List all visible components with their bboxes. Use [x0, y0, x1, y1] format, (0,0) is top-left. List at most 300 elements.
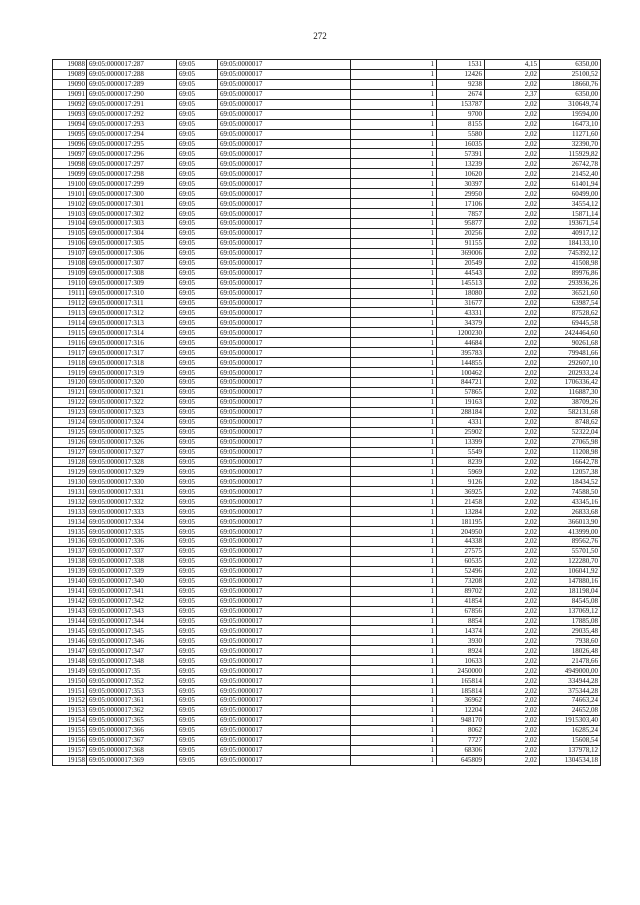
- rate-cell: 2,02: [485, 298, 540, 308]
- row-number-cell: 19136: [53, 537, 87, 547]
- quarter-cell: 69:05:0000017: [218, 69, 351, 79]
- rate-cell: 2,02: [485, 209, 540, 219]
- row-number-cell: 19157: [53, 745, 87, 755]
- rate-cell: 2,02: [485, 626, 540, 636]
- rate-cell: 2,02: [485, 368, 540, 378]
- table-row: [53, 745, 601, 755]
- rate-cell: 2,02: [485, 636, 540, 646]
- cadastral-number-cell: 69:05:0000017:292: [87, 109, 177, 119]
- rate-cell: 2,02: [485, 586, 540, 596]
- district-code-cell: 69:05: [177, 189, 218, 199]
- rate-cell: 2,37: [485, 89, 540, 99]
- table-row: [53, 517, 601, 527]
- rate-cell: 2,02: [485, 219, 540, 229]
- district-code-cell: 69:05: [177, 298, 218, 308]
- quarter-cell: 69:05:0000017: [218, 368, 351, 378]
- row-number-cell: 19133: [53, 507, 87, 517]
- cadastral-number-cell: 69:05:0000017:333: [87, 507, 177, 517]
- area-cell: 60535: [437, 556, 485, 566]
- table-row: [53, 288, 601, 298]
- count-cell: 1: [351, 407, 437, 417]
- quarter-cell: 69:05:0000017: [218, 268, 351, 278]
- row-number-cell: 19115: [53, 328, 87, 338]
- cadastral-number-cell: 69:05:0000017:366: [87, 725, 177, 735]
- quarter-cell: 69:05:0000017: [218, 725, 351, 735]
- cadastral-number-cell: 69:05:0000017:299: [87, 179, 177, 189]
- rate-cell: 2,02: [485, 308, 540, 318]
- table-body: [53, 60, 601, 766]
- quarter-cell: 69:05:0000017: [218, 646, 351, 656]
- row-number-cell: 19147: [53, 646, 87, 656]
- quarter-cell: 69:05:0000017: [218, 179, 351, 189]
- cadastral-number-cell: 69:05:0000017:329: [87, 467, 177, 477]
- table-row: [53, 666, 601, 676]
- cadastral-number-cell: 69:05:0000017:338: [87, 556, 177, 566]
- value-cell: 89562,76: [540, 537, 601, 547]
- row-number-cell: 19132: [53, 497, 87, 507]
- rate-cell: 2,02: [485, 338, 540, 348]
- quarter-cell: 69:05:0000017: [218, 437, 351, 447]
- quarter-cell: 69:05:0000017: [218, 527, 351, 537]
- cadastral-number-cell: 69:05:0000017:346: [87, 636, 177, 646]
- rate-cell: 2,02: [485, 457, 540, 467]
- area-cell: 153787: [437, 99, 485, 109]
- quarter-cell: 69:05:0000017: [218, 537, 351, 547]
- area-cell: 8155: [437, 119, 485, 129]
- area-cell: 89702: [437, 586, 485, 596]
- quarter-cell: 69:05:0000017: [218, 626, 351, 636]
- table-row: [53, 219, 601, 229]
- cadastral-number-cell: 69:05:0000017:295: [87, 139, 177, 149]
- area-cell: 1531: [437, 60, 485, 70]
- quarter-cell: 69:05:0000017: [218, 238, 351, 248]
- count-cell: 1: [351, 427, 437, 437]
- row-number-cell: 19088: [53, 60, 87, 70]
- quarter-cell: 69:05:0000017: [218, 636, 351, 646]
- rate-cell: 2,02: [485, 646, 540, 656]
- row-number-cell: 19127: [53, 447, 87, 457]
- table-row: [53, 387, 601, 397]
- rate-cell: 2,02: [485, 715, 540, 725]
- count-cell: 1: [351, 626, 437, 636]
- row-number-cell: 19096: [53, 139, 87, 149]
- area-cell: 20549: [437, 258, 485, 268]
- cadastral-number-cell: 69:05:0000017:353: [87, 686, 177, 696]
- district-code-cell: 69:05: [177, 268, 218, 278]
- row-number-cell: 19102: [53, 199, 87, 209]
- quarter-cell: 69:05:0000017: [218, 298, 351, 308]
- district-code-cell: 69:05: [177, 725, 218, 735]
- district-code-cell: 69:05: [177, 705, 218, 715]
- table-row: [53, 248, 601, 258]
- table-row: [53, 725, 601, 735]
- district-code-cell: 69:05: [177, 507, 218, 517]
- area-cell: 68306: [437, 745, 485, 755]
- row-number-cell: 19110: [53, 278, 87, 288]
- value-cell: 582131,68: [540, 407, 601, 417]
- district-code-cell: 69:05: [177, 517, 218, 527]
- cadastral-number-cell: 69:05:0000017:294: [87, 129, 177, 139]
- value-cell: 18026,48: [540, 646, 601, 656]
- quarter-cell: 69:05:0000017: [218, 745, 351, 755]
- cadastral-number-cell: 69:05:0000017:308: [87, 268, 177, 278]
- district-code-cell: 69:05: [177, 149, 218, 159]
- area-cell: 1200230: [437, 328, 485, 338]
- district-code-cell: 69:05: [177, 209, 218, 219]
- count-cell: 1: [351, 527, 437, 537]
- table-row: [53, 358, 601, 368]
- value-cell: 8748,62: [540, 417, 601, 427]
- cadastral-number-cell: 69:05:0000017:326: [87, 437, 177, 447]
- area-cell: 844721: [437, 378, 485, 388]
- cadastral-number-cell: 69:05:0000017:312: [87, 308, 177, 318]
- area-cell: 165814: [437, 676, 485, 686]
- row-number-cell: 19090: [53, 79, 87, 89]
- table-row: [53, 99, 601, 109]
- rate-cell: 2,02: [485, 755, 540, 765]
- rate-cell: 2,02: [485, 169, 540, 179]
- rate-cell: 2,02: [485, 696, 540, 706]
- value-cell: 15871,14: [540, 209, 601, 219]
- value-cell: 26833,68: [540, 507, 601, 517]
- value-cell: 202933,24: [540, 368, 601, 378]
- count-cell: 1: [351, 278, 437, 288]
- rate-cell: 2,02: [485, 407, 540, 417]
- cadastral-number-cell: 69:05:0000017:348: [87, 656, 177, 666]
- cadastral-number-cell: 69:05:0000017:361: [87, 696, 177, 706]
- count-cell: 1: [351, 676, 437, 686]
- district-code-cell: 69:05: [177, 219, 218, 229]
- value-cell: 24652,08: [540, 705, 601, 715]
- value-cell: 63987,54: [540, 298, 601, 308]
- district-code-cell: 69:05: [177, 656, 218, 666]
- cadastral-number-cell: 69:05:0000017:345: [87, 626, 177, 636]
- rate-cell: 2,02: [485, 387, 540, 397]
- value-cell: 1915303,40: [540, 715, 601, 725]
- table-row: [53, 338, 601, 348]
- district-code-cell: 69:05: [177, 109, 218, 119]
- area-cell: 16035: [437, 139, 485, 149]
- district-code-cell: 69:05: [177, 199, 218, 209]
- table-row: [53, 467, 601, 477]
- table-row: [53, 576, 601, 586]
- rate-cell: 2,02: [485, 378, 540, 388]
- district-code-cell: 69:05: [177, 447, 218, 457]
- cadastral-number-cell: 69:05:0000017:341: [87, 586, 177, 596]
- quarter-cell: 69:05:0000017: [218, 576, 351, 586]
- row-number-cell: 19123: [53, 407, 87, 417]
- row-number-cell: 19134: [53, 517, 87, 527]
- district-code-cell: 69:05: [177, 79, 218, 89]
- rate-cell: 2,02: [485, 437, 540, 447]
- table-row: [53, 209, 601, 219]
- area-cell: 67856: [437, 606, 485, 616]
- rate-cell: 2,02: [485, 656, 540, 666]
- value-cell: 69445,58: [540, 318, 601, 328]
- count-cell: 1: [351, 298, 437, 308]
- rate-cell: 2,02: [485, 417, 540, 427]
- count-cell: 1: [351, 258, 437, 268]
- table-row: [53, 189, 601, 199]
- cadastral-number-cell: 69:05:0000017:324: [87, 417, 177, 427]
- district-code-cell: 69:05: [177, 318, 218, 328]
- table-row: [53, 159, 601, 169]
- cadastral-number-cell: 69:05:0000017:335: [87, 527, 177, 537]
- table-row: [53, 556, 601, 566]
- count-cell: 1: [351, 745, 437, 755]
- area-cell: 17106: [437, 199, 485, 209]
- quarter-cell: 69:05:0000017: [218, 79, 351, 89]
- area-cell: 100462: [437, 368, 485, 378]
- rate-cell: 2,02: [485, 507, 540, 517]
- value-cell: 15608,54: [540, 735, 601, 745]
- count-cell: 1: [351, 99, 437, 109]
- district-code-cell: 69:05: [177, 457, 218, 467]
- table-row: [53, 537, 601, 547]
- row-number-cell: 19118: [53, 358, 87, 368]
- row-number-cell: 19107: [53, 248, 87, 258]
- value-cell: 181198,04: [540, 586, 601, 596]
- value-cell: 21452,40: [540, 169, 601, 179]
- area-cell: 8924: [437, 646, 485, 656]
- count-cell: 1: [351, 268, 437, 278]
- value-cell: 38709,26: [540, 397, 601, 407]
- quarter-cell: 69:05:0000017: [218, 477, 351, 487]
- rate-cell: 2,02: [485, 676, 540, 686]
- rate-cell: 2,02: [485, 447, 540, 457]
- rate-cell: 2,02: [485, 397, 540, 407]
- cadastral-number-cell: 69:05:0000017:307: [87, 258, 177, 268]
- value-cell: 745392,12: [540, 248, 601, 258]
- table-row: [53, 348, 601, 358]
- quarter-cell: 69:05:0000017: [218, 378, 351, 388]
- rate-cell: 2,02: [485, 686, 540, 696]
- district-code-cell: 69:05: [177, 487, 218, 497]
- row-number-cell: 19108: [53, 258, 87, 268]
- value-cell: 122280,70: [540, 556, 601, 566]
- table-row: [53, 318, 601, 328]
- row-number-cell: 19145: [53, 626, 87, 636]
- area-cell: 145513: [437, 278, 485, 288]
- table-row: [53, 447, 601, 457]
- quarter-cell: 69:05:0000017: [218, 497, 351, 507]
- quarter-cell: 69:05:0000017: [218, 686, 351, 696]
- value-cell: 36521,60: [540, 288, 601, 298]
- value-cell: 366013,90: [540, 517, 601, 527]
- table-row: [53, 676, 601, 686]
- row-number-cell: 19124: [53, 417, 87, 427]
- area-cell: 13284: [437, 507, 485, 517]
- area-cell: 31677: [437, 298, 485, 308]
- table-row: [53, 129, 601, 139]
- row-number-cell: 19152: [53, 696, 87, 706]
- table-row: [53, 278, 601, 288]
- count-cell: 1: [351, 546, 437, 556]
- district-code-cell: 69:05: [177, 308, 218, 318]
- area-cell: 10633: [437, 656, 485, 666]
- area-cell: 5969: [437, 467, 485, 477]
- quarter-cell: 69:05:0000017: [218, 596, 351, 606]
- row-number-cell: 19097: [53, 149, 87, 159]
- area-cell: 948170: [437, 715, 485, 725]
- quarter-cell: 69:05:0000017: [218, 606, 351, 616]
- count-cell: 1: [351, 89, 437, 99]
- value-cell: 43345,16: [540, 497, 601, 507]
- row-number-cell: 19120: [53, 378, 87, 388]
- table-row: [53, 596, 601, 606]
- district-code-cell: 69:05: [177, 696, 218, 706]
- row-number-cell: 19091: [53, 89, 87, 99]
- cadastral-number-cell: 69:05:0000017:330: [87, 477, 177, 487]
- district-code-cell: 69:05: [177, 99, 218, 109]
- rate-cell: 2,02: [485, 596, 540, 606]
- row-number-cell: 19158: [53, 755, 87, 765]
- cadastral-number-cell: 69:05:0000017:343: [87, 606, 177, 616]
- rate-cell: 2,02: [485, 238, 540, 248]
- rate-cell: 2,02: [485, 517, 540, 527]
- table-row: [53, 636, 601, 646]
- count-cell: 1: [351, 308, 437, 318]
- area-cell: 144855: [437, 358, 485, 368]
- cadastral-number-cell: 69:05:0000017:319: [87, 368, 177, 378]
- district-code-cell: 69:05: [177, 596, 218, 606]
- value-cell: 55701,50: [540, 546, 601, 556]
- value-cell: 11208,98: [540, 447, 601, 457]
- row-number-cell: 19095: [53, 129, 87, 139]
- table-row: [53, 427, 601, 437]
- district-code-cell: 69:05: [177, 89, 218, 99]
- value-cell: 334944,28: [540, 676, 601, 686]
- cadastral-number-cell: 69:05:0000017:287: [87, 60, 177, 70]
- value-cell: 137978,12: [540, 745, 601, 755]
- quarter-cell: 69:05:0000017: [218, 99, 351, 109]
- cadastral-number-cell: 69:05:0000017:334: [87, 517, 177, 527]
- area-cell: 288184: [437, 407, 485, 417]
- district-code-cell: 69:05: [177, 676, 218, 686]
- area-cell: 44338: [437, 537, 485, 547]
- quarter-cell: 69:05:0000017: [218, 417, 351, 427]
- table-row: [53, 397, 601, 407]
- rate-cell: 2,02: [485, 179, 540, 189]
- quarter-cell: 69:05:0000017: [218, 199, 351, 209]
- count-cell: 1: [351, 735, 437, 745]
- value-cell: 18434,52: [540, 477, 601, 487]
- rate-cell: 2,02: [485, 477, 540, 487]
- rate-cell: 2,02: [485, 189, 540, 199]
- cadastral-number-cell: 69:05:0000017:311: [87, 298, 177, 308]
- area-cell: 95877: [437, 219, 485, 229]
- cadastral-number-cell: 69:05:0000017:297: [87, 159, 177, 169]
- row-number-cell: 19112: [53, 298, 87, 308]
- area-cell: 8854: [437, 616, 485, 626]
- cadastral-number-cell: 69:05:0000017:306: [87, 248, 177, 258]
- cadastral-number-cell: 69:05:0000017:316: [87, 338, 177, 348]
- rate-cell: 2,02: [485, 566, 540, 576]
- quarter-cell: 69:05:0000017: [218, 89, 351, 99]
- quarter-cell: 69:05:0000017: [218, 566, 351, 576]
- rate-cell: 2,02: [485, 546, 540, 556]
- table-row: [53, 626, 601, 636]
- count-cell: 1: [351, 238, 437, 248]
- row-number-cell: 19143: [53, 606, 87, 616]
- district-code-cell: 69:05: [177, 228, 218, 238]
- table-row: [53, 268, 601, 278]
- row-number-cell: 19141: [53, 586, 87, 596]
- quarter-cell: 69:05:0000017: [218, 676, 351, 686]
- quarter-cell: 69:05:0000017: [218, 447, 351, 457]
- rate-cell: 2,02: [485, 79, 540, 89]
- rate-cell: 2,02: [485, 149, 540, 159]
- value-cell: 115929,82: [540, 149, 601, 159]
- cadastral-number-cell: 69:05:0000017:296: [87, 149, 177, 159]
- district-code-cell: 69:05: [177, 179, 218, 189]
- cadastral-number-cell: 69:05:0000017:300: [87, 189, 177, 199]
- value-cell: 292607,10: [540, 358, 601, 368]
- row-number-cell: 19089: [53, 69, 87, 79]
- rate-cell: 4,15: [485, 60, 540, 70]
- district-code-cell: 69:05: [177, 169, 218, 179]
- value-cell: 310649,74: [540, 99, 601, 109]
- count-cell: 1: [351, 477, 437, 487]
- quarter-cell: 69:05:0000017: [218, 338, 351, 348]
- cadastral-number-cell: 69:05:0000017:35: [87, 666, 177, 676]
- quarter-cell: 69:05:0000017: [218, 60, 351, 70]
- district-code-cell: 69:05: [177, 248, 218, 258]
- rate-cell: 2,02: [485, 328, 540, 338]
- page-number: 272: [313, 31, 327, 41]
- cadastral-number-cell: 69:05:0000017:293: [87, 119, 177, 129]
- count-cell: 1: [351, 199, 437, 209]
- rate-cell: 2,02: [485, 358, 540, 368]
- count-cell: 1: [351, 725, 437, 735]
- cadastral-number-cell: 69:05:0000017:289: [87, 79, 177, 89]
- value-cell: 184133,10: [540, 238, 601, 248]
- table-row: [53, 705, 601, 715]
- area-cell: 36925: [437, 487, 485, 497]
- count-cell: 1: [351, 467, 437, 477]
- table-row: [53, 566, 601, 576]
- area-cell: 10620: [437, 169, 485, 179]
- district-code-cell: 69:05: [177, 546, 218, 556]
- row-number-cell: 19101: [53, 189, 87, 199]
- value-cell: 18660,76: [540, 79, 601, 89]
- count-cell: 1: [351, 566, 437, 576]
- row-number-cell: 19128: [53, 457, 87, 467]
- table-row: [53, 606, 601, 616]
- district-code-cell: 69:05: [177, 278, 218, 288]
- rate-cell: 2,02: [485, 556, 540, 566]
- count-cell: 1: [351, 189, 437, 199]
- table-row: [53, 89, 601, 99]
- district-code-cell: 69:05: [177, 686, 218, 696]
- rate-cell: 2,02: [485, 735, 540, 745]
- value-cell: 6350,00: [540, 89, 601, 99]
- rate-cell: 2,02: [485, 159, 540, 169]
- value-cell: 16642,78: [540, 457, 601, 467]
- quarter-cell: 69:05:0000017: [218, 546, 351, 556]
- table-row: [53, 417, 601, 427]
- area-cell: 25902: [437, 427, 485, 437]
- table-row: [53, 755, 601, 765]
- count-cell: 1: [351, 219, 437, 229]
- row-number-cell: 19129: [53, 467, 87, 477]
- count-cell: 1: [351, 69, 437, 79]
- count-cell: 1: [351, 348, 437, 358]
- count-cell: 1: [351, 606, 437, 616]
- row-number-cell: 19153: [53, 705, 87, 715]
- area-cell: 2450000: [437, 666, 485, 676]
- quarter-cell: 69:05:0000017: [218, 348, 351, 358]
